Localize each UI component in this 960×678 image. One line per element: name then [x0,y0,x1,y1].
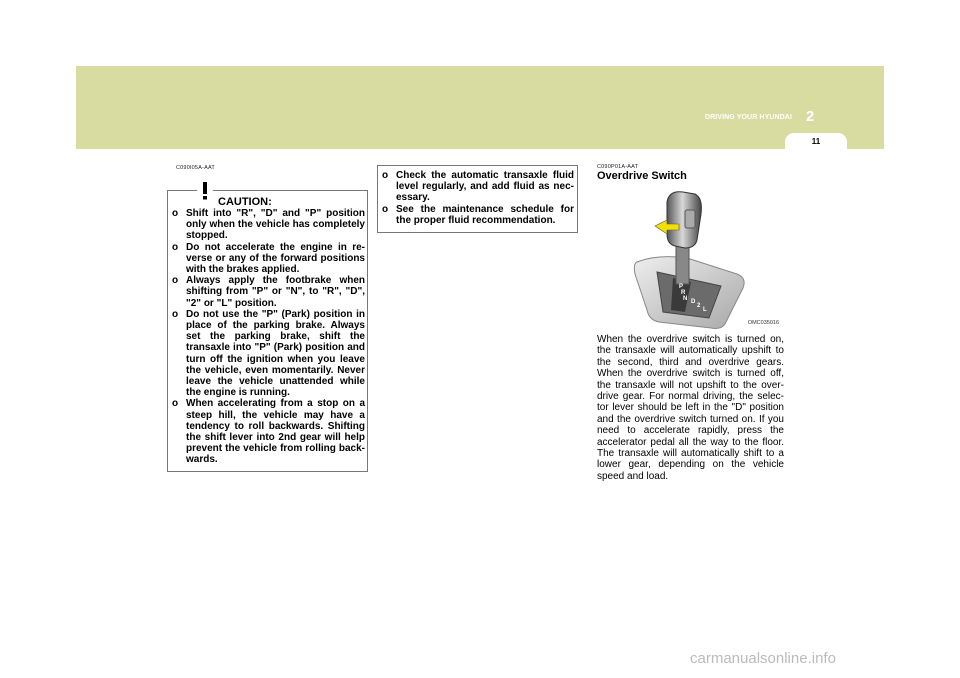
caution-item-1: o Shift into "R", "D" and "P" position only when the vehicle has completely stopped. [172,208,365,242]
check-list [382,170,574,226]
page-number: 11 [811,137,821,146]
caution-title: CAUTION: [218,196,272,208]
warning-icon [190,175,220,203]
gear-label-p: P [679,284,684,290]
figure-caption: OMC035016 [747,320,779,326]
header-band [76,66,884,149]
caution-section-code: C090I05A-AAT [176,165,215,171]
chapter-number: 2 [805,108,815,125]
caution-item-4: o Do not use the "P" (Park) position in place of the parking brake. Always set the parking brake, shift the transaxle into "P" (Park) position and turn off the ignition when you leave the vehicle, even momentarily. Never leave the vehicle unattended while the engine is running. [172,309,365,399]
gear-label-2: 2 [697,303,701,309]
shift-lever-figure [597,184,783,330]
caution-item-5: o When accelerating from a stop on a steep hill, the vehicle may have a tendency to roll backwards. Shifting the shift lever into 2nd gear will help prevent the vehicle from rolling back-wards. [172,398,365,465]
check-item-2: o See the maintenance schedule for the proper fluid recommendation. [382,204,574,226]
caution-item-3: o Always apply the footbrake when shifting from "P" or "N", to "R", "D", "2" or "L" position. [172,275,365,309]
gear-label-d: D [691,299,696,305]
gear-label-l: L [703,307,707,313]
gear-label-r: R [681,290,686,296]
page-number-tab [785,133,847,149]
caution-item-2: o Do not accelerate the engine in re-verse or any of the forward positions with the brakes applied. [172,242,365,276]
shift-lever-illustration [597,184,783,330]
footer-watermark: carmanualsonline.info [690,650,836,667]
overdrive-section-code: C090P01A-AAT [597,164,639,170]
caution-list [172,208,365,466]
overdrive-body-text: When the overdrive switch is turned on, the transaxle will automatically upshift to the second, third and overdrive gears. When the overdrive switch is turned off, the transaxle will not upshift to the over-drive gear. For normal driving, the selec-tor lever should be left in the "D" position and the overdrive switch turned on. If you need to accelerate rapidly, press the accelerator pedal all the way to the floor. The transaxle will automatically shift to a lower gear, depending on the vehicle speed and load. [597,334,784,482]
overdrive-section-title: Overdrive Switch [597,170,687,182]
chapter-title: DRIVING YOUR HYUNDAI [704,114,792,121]
check-item-1: o Check the automatic transaxle fluid level regularly, and add fluid as nec-essary. [382,170,574,204]
gear-label-n: N [683,296,688,302]
